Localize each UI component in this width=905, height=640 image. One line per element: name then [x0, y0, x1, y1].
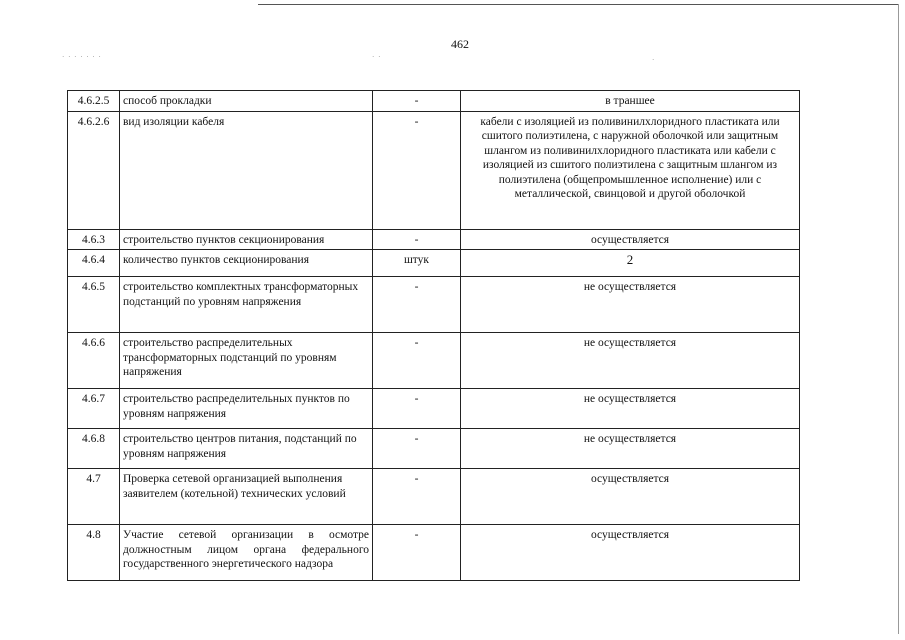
row-number: 4.6.2.5 — [68, 91, 120, 112]
row-value: не осуществляется — [461, 429, 800, 469]
row-value: в траншее — [461, 91, 800, 112]
row-number: 4.6.5 — [68, 277, 120, 333]
row-unit: - — [373, 111, 461, 229]
row-number: 4.6.3 — [68, 229, 120, 250]
row-name: строительство распределительных трансформаторных подстанций по уровням напряжения — [120, 333, 373, 389]
row-unit: - — [373, 333, 461, 389]
row-number: 4.6.6 — [68, 333, 120, 389]
row-name: количество пунктов секционирования — [120, 250, 373, 277]
row-value: 2 — [461, 250, 800, 277]
table-row — [68, 277, 800, 333]
row-name: Проверка сетевой организацией выполнения заявителем (котельной) технических условий — [120, 469, 373, 525]
table-row — [68, 333, 800, 389]
page-number: 462 — [451, 37, 469, 51]
row-value: не осуществляется — [461, 389, 800, 429]
row-unit: - — [373, 277, 461, 333]
table-row — [68, 525, 800, 581]
row-name: строительство распределительных пунктов по уровням напряжения — [120, 389, 373, 429]
scan-specks: · · — [372, 53, 382, 61]
row-name: строительство центров питания, подстанций по уровням напряжения — [120, 429, 373, 469]
right-border-line — [898, 4, 899, 634]
row-number: 4.7 — [68, 469, 120, 525]
table-row — [68, 111, 800, 229]
row-unit: штук — [373, 250, 461, 277]
row-number: 4.6.7 — [68, 389, 120, 429]
row-number: 4.6.4 — [68, 250, 120, 277]
table-row — [68, 91, 800, 112]
row-name: способ прокладки — [120, 91, 373, 112]
row-name: Участие сетевой организации в осмотре должностным лицом органа федерального государственного энергетического надзора — [120, 525, 373, 581]
top-border-line — [258, 4, 898, 5]
row-number: 4.8 — [68, 525, 120, 581]
table-row — [68, 469, 800, 525]
row-unit: - — [373, 91, 461, 112]
row-value: осуществляется — [461, 469, 800, 525]
row-unit: - — [373, 429, 461, 469]
row-unit: - — [373, 389, 461, 429]
row-value: не осуществляется — [461, 333, 800, 389]
table-row — [68, 389, 800, 429]
scan-specks: · — [652, 56, 656, 64]
row-value: не осуществляется — [461, 277, 800, 333]
table-row — [68, 429, 800, 469]
row-number: 4.6.2.6 — [68, 111, 120, 229]
specification-table — [67, 90, 800, 581]
row-name: строительство комплектных трансформаторных подстанций по уровням напряжения — [120, 277, 373, 333]
row-number: 4.6.8 — [68, 429, 120, 469]
scan-specks: · · · · · · · — [62, 53, 102, 61]
table-row — [68, 250, 800, 277]
row-value: осуществляется — [461, 229, 800, 250]
row-name: строительство пунктов секционирования — [120, 229, 373, 250]
row-unit: - — [373, 525, 461, 581]
table-row — [68, 229, 800, 250]
row-value: кабели с изоляцией из поливинилхлоридного пластиката или сшитого полиэтилена, с наружной оболочкой или защитным шлангом из поливинилхлоридного пластиката или кабели с изоляцией из сшитого полиэтилена с защитным шлангом из полиэтилена (общепромышленное исполнение) или с металлической, свинцовой и другой оболочкой — [461, 111, 800, 229]
row-unit: - — [373, 229, 461, 250]
row-unit: - — [373, 469, 461, 525]
row-value: осуществляется — [461, 525, 800, 581]
row-name: вид изоляции кабеля — [120, 111, 373, 229]
